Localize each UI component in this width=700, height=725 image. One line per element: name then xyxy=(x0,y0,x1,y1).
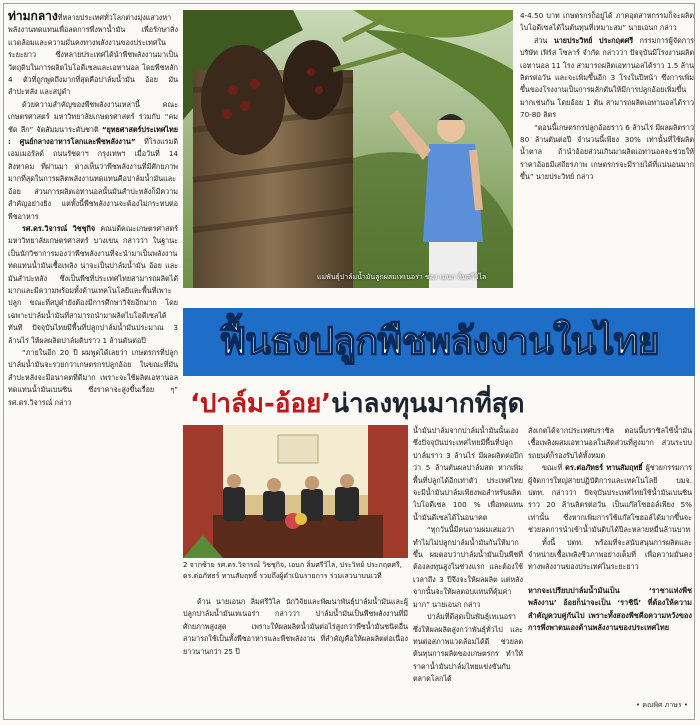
highlight-paragraph: หากจะเปรียบปาล์มน้ำมันเป็น ‘ราชาแห่งพืชพลังงาน’ อ้อยก็น่าจะเป็น ‘ราชินี’ ที่ต้องให้ความสำคัญควบคู่กันไป เพราะทั้งสองพืชคือความหวังของการพึ่งพาตนเองด้านพลังงานของประเทศไทย xyxy=(528,586,692,633)
subheadline xyxy=(190,383,610,423)
column-4-top xyxy=(520,10,694,306)
col3-paragraph-3: ปาล์มที่ดีสุดเป็นพันธุ์เทเนอร่า ซึ่งให้ผลผลิตสูงกว่าพันธุ์ทั่วไป และทนต่อสภาพแวดล้อมได้ดี ช่วยลดต้นทุนการผลิตของเกษตรกร ทำให้ราคาน้ำมันปาล์มไทยแข่งขันกับตลาดโลกได้ xyxy=(413,612,523,684)
seminar-photo xyxy=(183,425,408,558)
col2-paragraph-1: ด้าน นายเอนก ลิ่มศรีวิไล นักวิจัยและพัฒนาพันธุ์ปาล์มน้ำมันและผู้ปลูกปาล์มน้ำมันเทเนอร่า กล่าวว่า ปาล์มน้ำมันเป็นพืชพลังงานที่มีศักยภาพสูงสุด เพราะให้ผลผลิตน้ำมันต่อไร่สูงกว่าพืชน้ำมันชนิดอื่น สามารถใช้เป็นทั้งพืชอาหารและพืชพลังงาน ที่สำคัญคือให้ผลผลิตต่อเนื่องยาวนานกว่า 25 ปี xyxy=(183,597,408,656)
byline: • คณพิศ ภาษร • xyxy=(635,701,688,709)
col1-paragraph-1: ท่ามกลางที่หลายประเทศทั่วโลกต่างมุ่งแสวงหาพลังงานทดแทนเพื่อลดการพึ่งพาน้ำมัน เพื่อรักษาสิ่งแวดล้อมและความมั่นคงทางพลังงานของประเทศในระยะยาว ซึ่งหลายประเทศได้นำพืชพลังงานมาเป็นวัตถุดิบในการผลิตไบโอดีเซลและเอทานอล โดยพืชหลัก 4 ตัวที่ถูกพูดถึงมากที่สุดคือปาล์มน้ำมัน อ้อย มันสำปะหลัง และสบู่ดำ xyxy=(8,10,178,97)
headline: ฟื้นธงปลูกพืชพลังงานในไทย xyxy=(219,319,659,363)
headline-banner xyxy=(183,308,695,376)
column-3 xyxy=(413,425,523,707)
col4-paragraph-4: สังเกตได้จากประเทศบราซิล ตอนนี้บราซิลใช้น้ำมันเชื้อเพลิงผสมเอทานอลในสัดส่วนที่สูงมาก ส่วนระบบรถยนต์ก็รองรับได้ทั้งหมด xyxy=(528,426,692,460)
col3-paragraph-2: “ทุกวันนี้มีคนถามผมเสมอว่า ทำไมไม่ปลูกปาล์มน้ำมันกันให้มากขึ้น ผมตอบว่าปาล์มน้ำมันเป็นพืชที่ต้องลงทุนสูงในช่วงแรก และต้องใช้เวลาถึง 3 ปีจึงจะให้ผลผลิต แต่หลังจากนั้นจะให้ผลตอบแทนที่คุ้มค่ามาก” นายเอนก กล่าว xyxy=(413,525,523,609)
palm-photo-caption: แม่พันธุ์ปาล์มน้ำมันลูกผสมเทเนอร่า ของ เอนก ลิ่มศรีวิไล xyxy=(317,273,487,281)
col1-paragraph-2: ด้วยความสำคัญของพืชพลังงานเหล่านี้ คณะเกษตรศาสตร์ มหาวิทยาลัยเกษตรศาสตร์ ร่วมกับ “คม ชัด ลึก” จัดสัมมนาระดับชาติ “ยุทธศาสตร์ประเทศไทย : ศูนย์กลางอาหารโลกและพืชพลังงาน” ที่โรงแรมดิ เอมเมอรัลด์ ถนนรัชดาฯ กรุงเทพฯ เมื่อวันที่ 14 สิงหาคม ที่ผ่านมา ต่างเห็นว่าพืชพลังงานที่มีศักยภาพมากที่สุดในการผลิตพลังงานทดแทนคือปาล์มน้ำมันและอ้อย ส่วนการผลิตเอทานอลนั้นมันสำปะหลังก็มีความสำคัญอย่างยิ่ง แต่ทั้งนี้พืชพลังงานจะต้องไม่กระทบต่อพืชอาหาร xyxy=(8,99,178,221)
col1-paragraph-3: รศ.ดร.วิจารณ์ วิชชุกิจ คณบดีคณะเกษตรศาสตร์ มหาวิทยาลัยเกษตรศาสตร์ บางเขน กล่าวว่า ในฐานะเป็นนักวิชาการมองว่าพืชพลังงานที่จะนำมาเป็นพลังงานทดแทนน้ำมันเชื้อเพลิง น่าจะเป็นปาล์มน้ำมัน อ้อย และมันสำปะหลัง ซึ่งเป็นพืชที่ประเทศไทยสามารถผลิตได้มากและมีความพร้อมทั้งด้านเทคโนโลยีและพื้นที่เพาะปลูก ขณะที่สบู่ดำยังต้องมีการศึกษาวิจัยอีกมาก โดยเฉพาะปาล์มน้ำมันที่สามารถนำมาผลิตไบโอดีเซลได้ทันที ปัจจุบันไทยมีพื้นที่ปลูกปาล์มน้ำมันประมาณ 3 ล้านไร่ ให้ผลผลิตปาล์มดิบราว 1 ล้านตันต่อปี xyxy=(8,223,178,345)
subheadline-highlight: ‘ปาล์ม-อ้อย’ xyxy=(190,389,332,419)
col4-paragraph-5: ขณะที่ ดร.ต่อภัทธร์ ทานสัมฤทธิ์ ผู้ช่วยกรรมการผู้จัดการใหญ่สายปฏิบัติการและเทคโนโลยี บมจ. ปตท. กล่าวว่า ปัจจุบันประเทศไทยใช้น้ำมันเบนซินราว 20 ล้านลิตรต่อวัน เป็นแก๊สโซฮอล์เพียง 5% เท่านั้น ซึ่งหากเพิ่มการใช้แก๊สโซฮอล์ได้มากขึ้นจะช่วยลดการนำเข้าน้ำมันดิบได้ปีละหลายหมื่นล้านบาท xyxy=(528,463,692,535)
subheadline-rest: น่าลงทุนมากที่สุด xyxy=(331,389,525,419)
column-1 xyxy=(8,10,178,710)
col4-paragraph-2: ส่วน นายประวิทย์ ประกฤตศรี กรรมการผู้จัดการบริษัท เฟิร์ส โซลาร์ จำกัด กล่าวว่า ปัจจุบันมีโรงงานผลิตเอทานอล 11 โรง สามารถผลิตเอทานอลได้ราว 1.5 ล้านลิตรต่อวัน และจะเพิ่มขึ้นอีก 3 โรงในปีหน้า ซึ่งการเพิ่มขึ้นของโรงงานเป็นการผลักดันให้มีการปลูกอ้อยเพิ่มขึ้นมากเช่นกัน โดยอ้อย 1 ตัน สามารถผลิตเอทานอลได้ราว 70-80 ลิตร xyxy=(520,35,694,120)
palm-photo xyxy=(183,10,513,288)
palm-illustration xyxy=(183,10,513,288)
column-2 xyxy=(183,596,408,706)
col4-paragraph-3: “ตอนนี้เกษตรกรปลูกอ้อยราว 6 ล้านไร่ มีผลผลิตราว 80 ล้านตันต่อปี จำนวนนี้เพียง 30% เท่านั้นที่ใช้ผลิตน้ำตาล ถ้านำอ้อยส่วนเกินมาผลิตเอทานอลจะช่วยให้ราคาอ้อยมีเสถียรภาพ เกษตรกรจะมีรายได้ที่แน่นอนมากขึ้น” นายประวิทย์ กล่าว xyxy=(520,122,694,182)
column-4-bottom xyxy=(528,425,692,583)
seminar-photo-caption: 2 จากซ้าย รศ.ดร.วิจารณ์ วิชชุกิจ, เอนก ลิ่มศรีวิไล, ประวิทย์ ประกฤตศรี, ดร.ต่อภัทธร์ ทานสัมฤทธิ์ รวมถึงผู้ดำเนินรายการ ร่วมเสวนาบนเวที xyxy=(183,561,402,580)
seminar-illustration xyxy=(183,425,408,558)
col4-paragraph-1: 4-4.50 บาท เกษตรกรก็อยู่ได้ ภาคอุตสาหกรรมก็จะผลิตไบโอดีเซลได้ในต้นทุนที่เหมาะสม” นายเอนก กล่าว xyxy=(520,11,694,33)
col1-paragraph-4: “ภายในอีก 20 ปี ผมพูดได้เลยว่า เกษตรกรที่ปลูกปาล์มน้ำมันจะรวยกว่าเกษตรกรปลูกอ้อย ในขณะที่มันสำปะหลังจะมีอนาคตที่ดีมาก เพราะจะใช้ผลิตเอทานอลทดแทนน้ำมันเบนซิน ซึ่งราคาจะสูงขึ้นเรื่อย ๆ” รศ.ดร.วิจารณ์ กล่าว xyxy=(8,347,178,407)
col3-paragraph-1: น้ำมันปาล์มจากปาล์มน้ำมันนั้นเอง ซึ่งปัจจุบันประเทศไทยมีพื้นที่ปลูกปาล์มราว 3 ล้านไร่ มีผลผลิตต่อปีกว่า 5 ล้านตันผลปาล์มสด หากเพิ่มพื้นที่ปลูกได้อีกเท่าตัว ประเทศไทยจะมีน้ำมันปาล์มเพียงพอสำหรับผลิตไบโอดีเซล 100 % เพื่อทดแทนน้ำมันดีเซลได้ในอนาคต xyxy=(413,426,523,522)
col1-heading: ท่ามกลาง xyxy=(8,10,58,23)
col4-paragraph-6: ทั้งนี้ ปตท. พร้อมที่จะสนับสนุนการผลิตและจำหน่ายเชื้อเพลิงชีวภาพอย่างเต็มที่ เพื่อความมั่นคงทางพลังงานของประเทศในระยะยาว xyxy=(528,537,692,572)
